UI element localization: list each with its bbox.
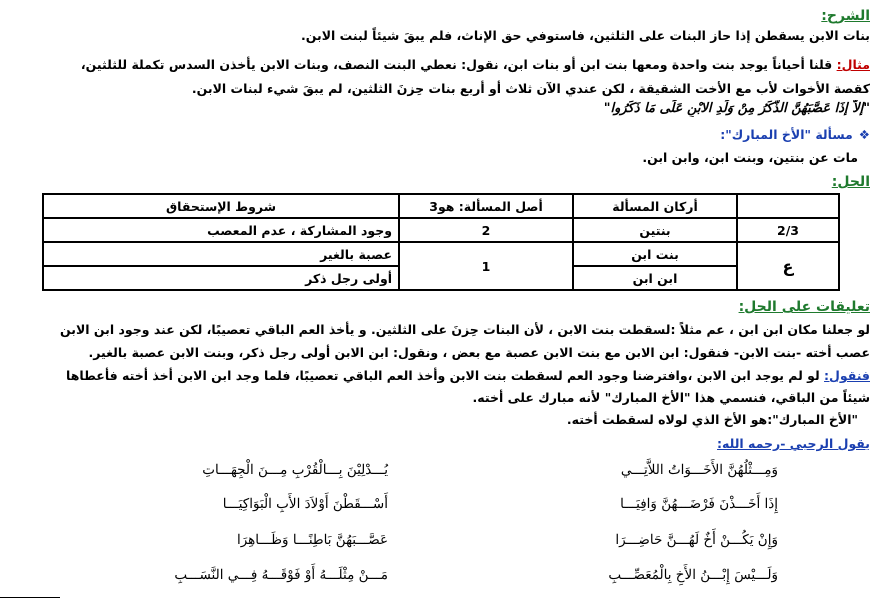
poem-verse: [88, 565, 778, 585]
comments-line: لو جعلنا مكان ابن ابن ، عم مثلاً :لسقطت بنت الابن ، لأن البنات حِزنَ على الثلثين. و يأخذ العم الباقي تعصيبًا، لكن عند وجود ابن الابن: [60, 322, 870, 337]
verse-first-half: إِذَا أَخَـــذْنَ فَرْضَـــهُنَّ وَافِيَـــا: [620, 496, 778, 512]
fanaqul-label: فنقول:: [824, 368, 870, 383]
verse-first-half: وَمِـــثْلُهُنَّ الأَخَـــوَاتُ اللاَّتِـــي: [620, 462, 778, 478]
heir-cell: بنتين: [573, 218, 737, 242]
sharh-heading: الشرح:: [821, 8, 870, 24]
verse-second-half: عَصَّـــبَهُنَّ بَاطِنًـــا وَظَـــاهِرَا: [236, 532, 388, 548]
poem-verse: [88, 460, 778, 480]
table-header-cell: أصل المسألة: هو3: [399, 194, 573, 218]
value-cell: 1: [399, 242, 573, 290]
example-label: مثال:: [836, 57, 870, 72]
verse-second-half: أَسْـــقَطْنَ أَوْلاَدَ الأَبِ الْبَوَاكِيَـــا: [222, 496, 388, 512]
poem-verse: [88, 530, 778, 550]
table-header-row: [43, 194, 839, 218]
footnote-separator: [0, 597, 60, 598]
poem-verse: [88, 494, 778, 514]
value-cell: 2: [399, 218, 573, 242]
table-row: [43, 242, 839, 266]
sharh-paragraph-line: كقصة الأخوات لأب مع الأخت الشقيقة ، لكن عندي الآن ثلاث أو أربع بنات حِزنَ الثلثين، لم يبقَ شيء لبنات الابن.: [191, 81, 870, 96]
table-header-cell: شروط الإستحقاق: [43, 194, 399, 218]
condition-cell: أولى رجل ذكر: [43, 266, 399, 290]
example-line: [8, 56, 870, 73]
table-corner-cell: [737, 194, 839, 218]
hal-heading: الحل:: [831, 174, 870, 190]
condition-cell: وجود المشاركة ، عدم المعصب: [43, 218, 399, 242]
comments-line: "الأخ المبارك":هو الأخ الذي لولاه لسقطت أخته.: [566, 412, 858, 427]
share-cell: ع: [737, 242, 839, 290]
heir-cell: ابن ابن: [573, 266, 737, 290]
masala-title-line: [8, 126, 870, 143]
verse-second-half: مَـــنْ مِثْلَـــهُ أَوْ فَوْقَـــهُ فِـــي النَّسَـــبِ: [174, 567, 388, 583]
diamond-bullet-icon: ❖: [858, 127, 870, 142]
verse-second-half: يُـــدْلِيْنَ بِـــالْقُرْبِ مِـــنَ الْجِهَـــاتِ: [202, 462, 388, 478]
comments-text: لو لم يوجد ابن الابن ،وافترضنا وجود العم لسقطت بنت الابن وأخذ العم الباقي تعصيبًا، فلما وجد ابن الابن أخذ أخته فأعطاها: [66, 368, 825, 383]
inheritance-table: [42, 193, 840, 291]
sharh-paragraph-line: بنات الابن يسقطن إذا حاز البنات على الثلثين، فاستوفي حق الإناث، فلم يبقَ شيئاً لبنت الابن.: [301, 28, 870, 43]
masala-title: مسألة "الأخ المبارك":: [720, 127, 853, 142]
verse-first-half: وَلَـــيْسَ إِبْـــنُ الأَخِ بِالْمُعَصِّـــبِ: [608, 567, 778, 583]
masala-text: مات عن بنتين، وبنت ابن، وابن ابن.: [642, 150, 858, 165]
comments-line: شيئاً من الباقي، فنسمي هذا "الأخ المبارك" لأنه مبارك على أخته.: [472, 390, 870, 405]
example-text: قلنا أحياناً يوجد بنت واحدة ومعها بنت ابن أو بنات ابن، نقول: نعطي البنت النصف، وبنات الابن يأخذن السدس تكملة للثلثين،: [80, 57, 837, 72]
table-header-cell: أركان المسألة: [573, 194, 737, 218]
comments-line: [8, 367, 870, 384]
poem-heading: يقول الرحبي -رحمه الله:: [717, 436, 870, 451]
condition-cell: عصبة بالغير: [43, 242, 399, 266]
share-cell: 2/3: [737, 218, 839, 242]
verse-quote: "إلاَّ إذَا عَصَّبَهُنَّ الذَّكَرُ مِنْ وَلَدِ الابْنِ عَلَى مَا ذَكَرُوا": [603, 101, 870, 116]
table-row: [43, 218, 839, 242]
comments-line: عصب أخته -بنت الابن- فنقول: ابن الابن مع بنت الابن عصبة مع بعض ، ونقول: ابن الابن أولى رجل ذكر، وبنت الابن عصبة بالغير.: [88, 345, 870, 360]
verse-first-half: وَإِنْ يَكُـــنْ أَخٌ لَهُـــنَّ حَاضِـــرَا: [615, 532, 778, 548]
heir-cell: بنت ابن: [573, 242, 737, 266]
comments-heading: تعليقات على الحل:: [738, 299, 870, 315]
